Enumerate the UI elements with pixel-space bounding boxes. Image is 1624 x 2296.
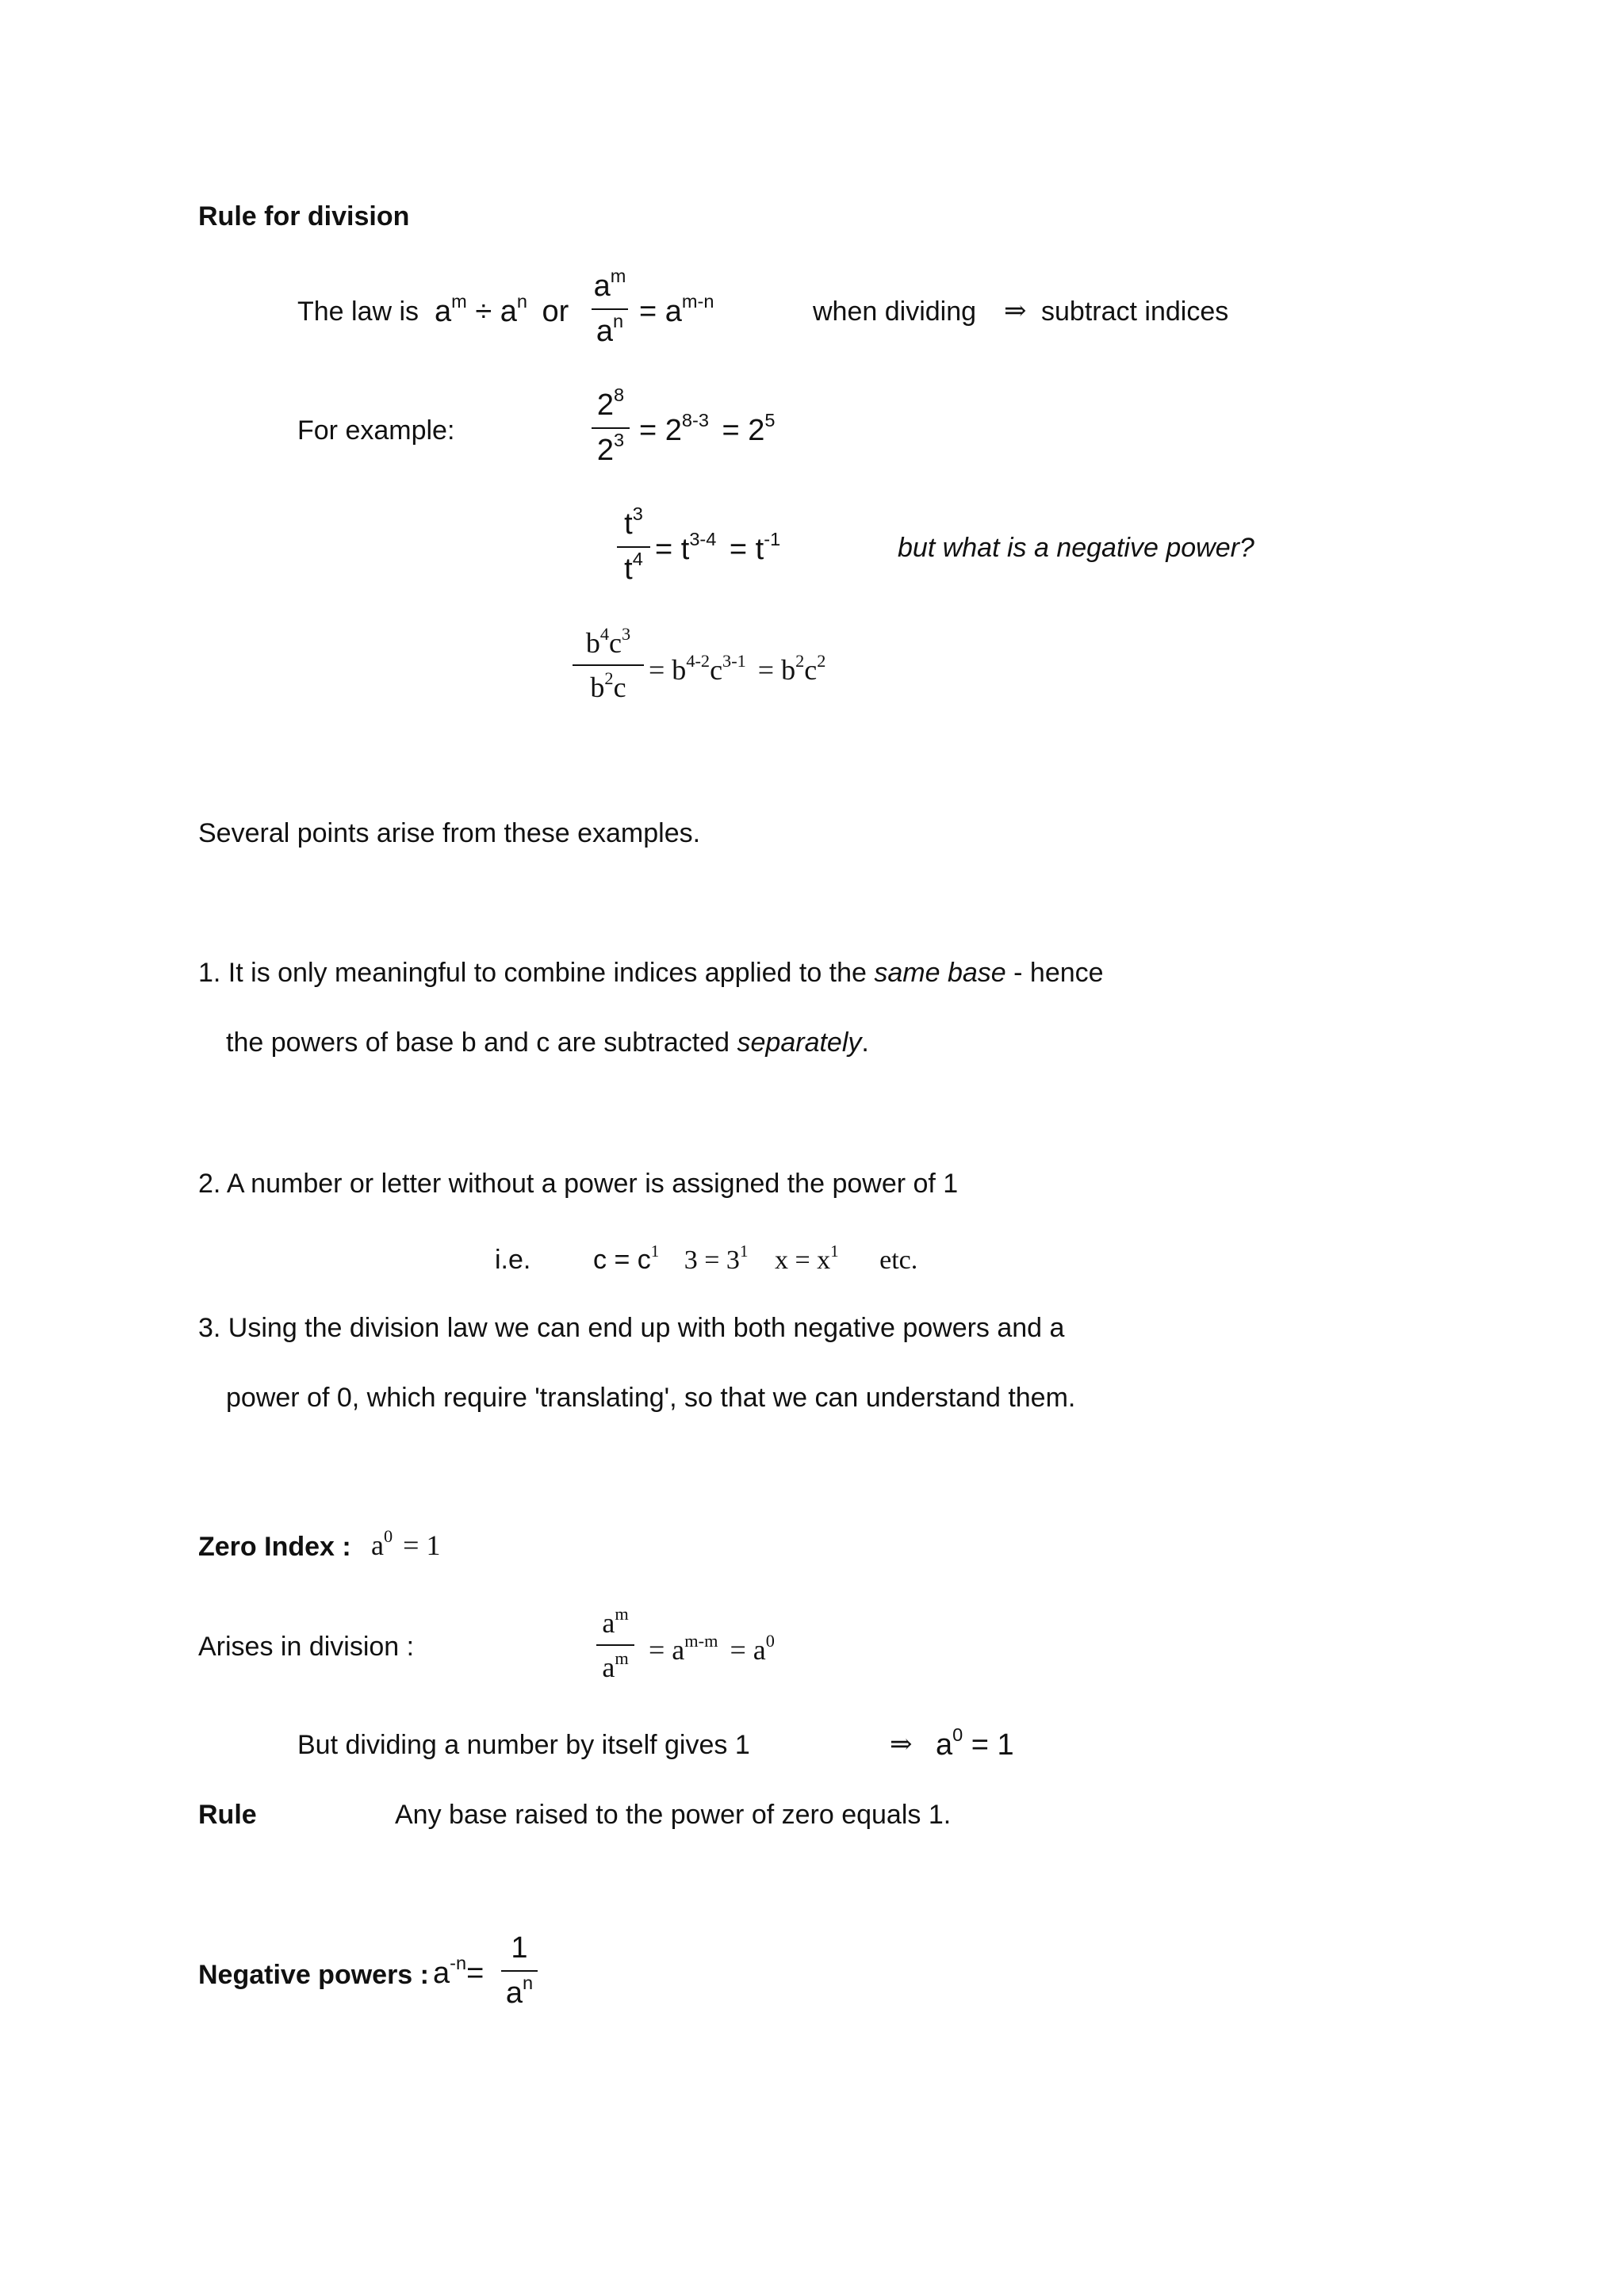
implies-arrow: ⇒ xyxy=(1004,297,1027,326)
zero-index-heading: Zero Index : xyxy=(198,1532,351,1562)
arises-label: Arises in division : xyxy=(198,1632,415,1662)
zero-division-result: = $a^{m-m} = a^0$ xyxy=(649,1630,775,1666)
point-3-line-1: 3. Using the division law we can end up with both negative powers and a xyxy=(198,1313,1065,1343)
points-intro: Several points arise from these examples. xyxy=(198,818,701,848)
example1-fraction: $2^8$ $2^3$ xyxy=(592,388,630,468)
example2-fraction: $t^3$ $t^4$ xyxy=(617,507,650,587)
zero-index-expression: $a^0 = 1$ xyxy=(371,1525,441,1561)
law-result: = $a^{m-n}$ xyxy=(639,291,714,328)
example3-result: = $b^{4-2}c^{3-1} = b^2c^2$ xyxy=(649,650,826,686)
example2-result: = $t^{3-4} = t^{-1}$ xyxy=(655,529,781,566)
law-note: when dividing xyxy=(813,297,977,327)
negative-power-expression: $a^{-n}=$ xyxy=(433,1953,485,1990)
ie-examples: $c = c^1$ $3 = 3^1$ $x = x^1$ etc. xyxy=(593,1241,918,1275)
point-1-line-2: the powers of base b and c are subtracted separately. xyxy=(226,1027,869,1058)
rule-text: Any base raised to the power of zero equals 1. xyxy=(395,1800,952,1830)
point-2: 2. A number or letter without a power is assigned the power of 1 xyxy=(198,1169,959,1199)
law-note-subtract: subtract indices xyxy=(1041,297,1229,327)
example1-result: = $2^{8-3} = 2^5$ xyxy=(639,410,776,447)
rule-label: Rule xyxy=(198,1800,257,1830)
zero-division-fraction: $a^m$ $a^m$ xyxy=(596,1606,634,1684)
negative-power-fraction: 1 $a^n$ xyxy=(501,1931,538,2011)
implies-arrow-zero: ⇒ xyxy=(890,1730,913,1759)
law-fraction: $a^m$ $a^n$ xyxy=(592,270,628,349)
examples-label: For example: xyxy=(297,415,455,446)
law-expression: $a^m \div a^n$ or xyxy=(435,291,569,328)
point-1-line-1: 1. It is only meaningful to combine indices applied to the same base - hence xyxy=(198,958,1104,988)
section-heading-division: Rule for division xyxy=(198,201,410,232)
negative-powers-heading: Negative powers : xyxy=(198,1960,429,1990)
zero-result: $a^0 = 1$ xyxy=(936,1724,1014,1762)
negative-power-question: but what is a negative power? xyxy=(898,533,1254,563)
example3-fraction: $b^4c^3$ $b^2c$ xyxy=(573,626,644,704)
law-label: The law is xyxy=(297,297,419,327)
ie-label: i.e. xyxy=(495,1245,531,1275)
but-text: But dividing a number by itself gives 1 xyxy=(297,1730,750,1760)
point-3-line-2: power of 0, which require 'translating', so that we can understand them. xyxy=(226,1383,1076,1413)
